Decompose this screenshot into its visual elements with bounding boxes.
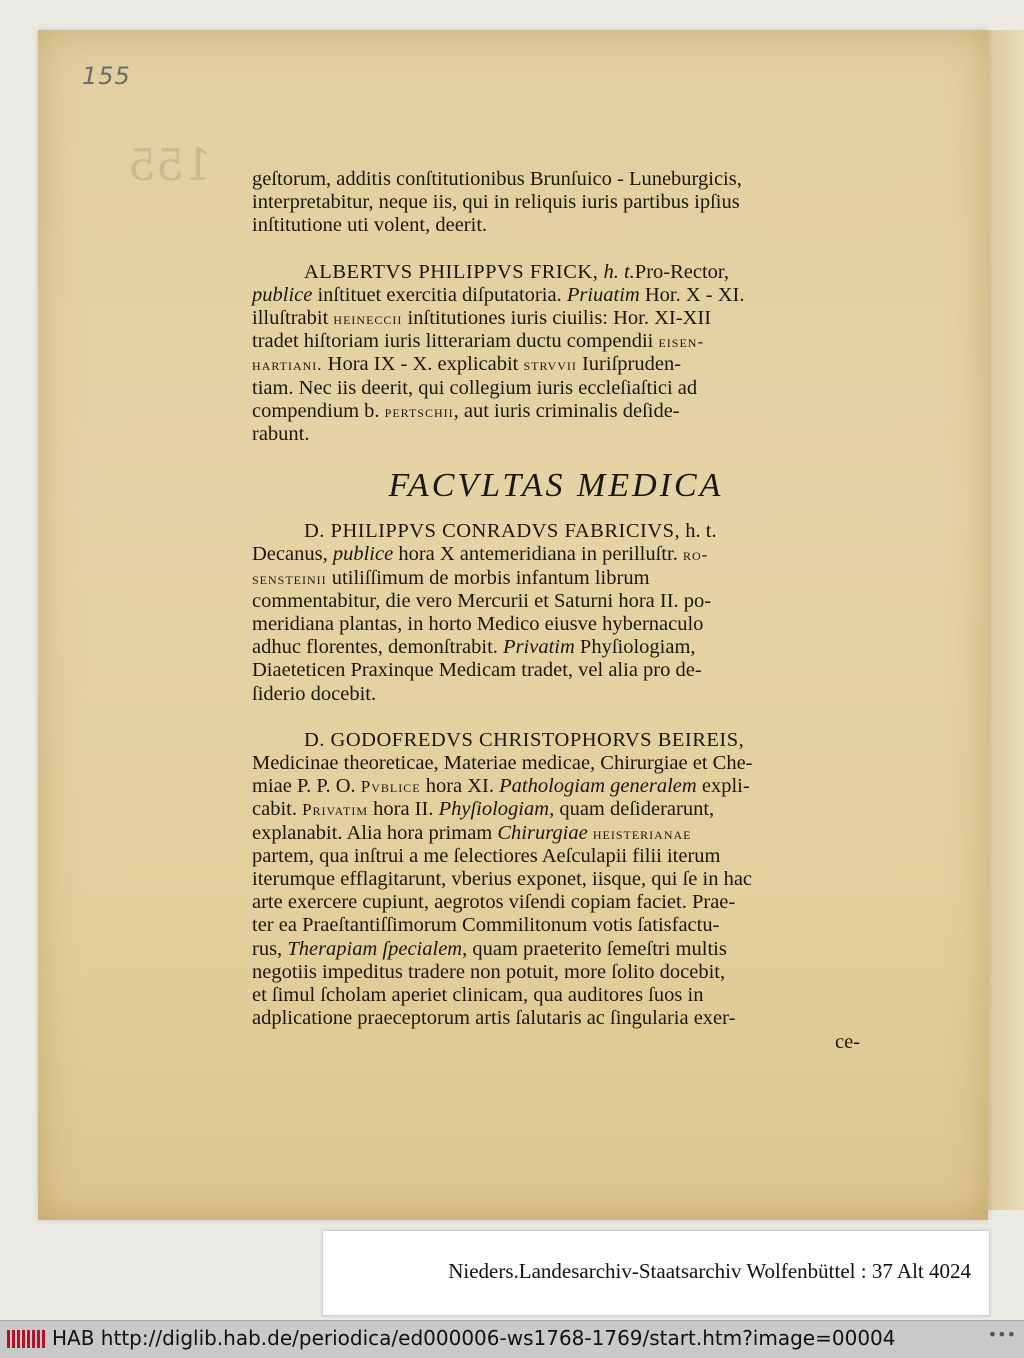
text-fragment: Priuatim [566,283,640,306]
text-line [252,798,860,821]
text-fragment: inſtituet exercitia diſputatoria. [317,283,562,306]
text-line: commentabitur, die vero Mercurii et Saturni hora II. po- [252,589,712,612]
text-line: rabunt. [252,423,310,446]
text-fragment: hora XI. [425,775,495,798]
text-fragment: rus, [252,937,283,960]
more-icon[interactable]: ••• [987,1325,1016,1344]
text-line: interpretabitur, neque iis, qui in reliquis iuris partibus ipſius [252,191,740,214]
text-line [252,543,860,566]
text-line [252,284,860,307]
text-fragment: Chirurgiae [497,821,588,844]
text-fragment: Pro-Rector, [634,260,730,283]
text-fragment: Privatim [302,800,368,820]
text-fragment: utiliſſimum de morbis infantum librum [331,566,650,589]
text-fragment: sensteinii [252,568,327,588]
text-fragment: Iuriſpruden- [581,353,682,376]
text-fragment: , quam deſiderarunt, [549,798,715,821]
text-line [252,400,860,423]
text-line: tiam. Nec iis deerit, qui collegium iuris eccleſiaſtici ad [252,376,698,399]
text-fragment: Phyſiologiam [438,798,550,821]
text-line [252,261,860,284]
text-line: arte exercere cupiunt, aegrotos viſendi copiam faciet. Prae- [252,891,736,914]
text-line: Medicinae theoreticae, Materiae medicae, Chirurgiae et Che- [252,752,753,775]
text-line: ter ea Praeſtantiſſimorum Commilitonum votis ſatisfactu- [252,914,720,937]
text-fragment: strvvii [523,355,577,375]
archive-label-text: Nieders.Landesarchiv-Staatsarchiv Wolfenbüttel : 37 Alt 4024 [448,1259,971,1283]
text-fragment: Hora IX - X. explicabit [327,353,519,376]
text-line [252,938,860,961]
text-fragment: hora II. [373,798,434,821]
text-fragment: Pathologiam generalem [499,775,697,798]
text-fragment: tradet hiſtoriam iuris litterariam ductu compendii [252,330,654,353]
text-fragment: Pvblice [360,777,421,797]
text-line: Diaeteticen Praxinque Medicam tradet, vel alia pro de- [252,659,702,682]
text-line [252,729,860,752]
text-fragment: Hor. X - XI. [644,283,745,306]
text-line [252,307,860,330]
text-line [252,822,860,845]
text-fragment: cabit. [252,798,297,821]
text-line [252,520,860,543]
text-line [252,775,860,798]
text-fragment: illuſtrabit [252,307,329,330]
text-line: ſiderio docebit. [252,682,377,705]
professor-name: D. GODOFREDVS CHRISTOPHORVS BEIREIS, [304,728,745,751]
professor-name: D. PHILIPPVS CONRADVS FABRICIVS, [304,520,681,543]
text-fragment: Therapiam ſpecialem [287,937,463,960]
text-line: iterumque efflagitarunt, vberius exponet, iisque, qui ſe in hac [252,868,753,891]
text-line [252,636,860,659]
professor-name: ALBERTVS PHILIPPVS FRICK, [304,260,599,283]
text-fragment: Decanus, [252,543,328,566]
text-fragment: publice [252,283,313,306]
text-fragment: h. t. [685,520,717,543]
paragraph-beireis [252,729,860,1054]
text-fragment: explanabit. Alia hora primam [252,821,493,844]
footer-bar [0,1320,1024,1358]
catchword: ce- [834,1030,860,1053]
paragraph-fabricius [252,520,860,706]
bleed-through-number: 155 [128,140,212,191]
footer-url-link[interactable]: HAB http://diglib.hab.de/periodica/ed000006-ws1768-1769/start.htm?image=00004 [52,1326,896,1350]
text-line: meridiana plantas, in horto Medico eiusve hybernaculo [252,613,704,636]
text-fragment: expli- [701,775,750,798]
text-fragment: heisterianae [592,823,692,843]
text-fragment: Privatim [503,636,575,659]
text-fragment: Phyſiologiam, [579,636,696,659]
text-fragment: pertschii [384,401,454,421]
text-fragment: miae P. P. O. [252,775,356,798]
text-fragment: ro- [682,545,709,565]
text-fragment: , quam praeterito ſemeſtri multis [462,937,727,960]
text-fragment: adhuc florentes, demonſtrabit. [252,636,498,659]
section-heading: FACVLTAS MEDICA [388,467,724,505]
text-line: partem, qua inſtrui a me ſelectiores Aeſculapii filii iterum [252,844,721,867]
text-line: negotiis impeditus tradere non potuit, more ſolito docebit, [252,960,726,983]
text-line: geſtorum, additis conſtitutionibus Brunſuico - Luneburgicis, [252,168,742,190]
text-fragment: compendium b. [252,399,380,422]
text-line [252,353,860,376]
text-line: inſtitutione uti volent, deerit. [252,214,488,237]
text-fragment: h. t. [603,260,635,283]
document-text [252,168,860,1054]
next-page-edge [986,30,1024,1210]
text-line [252,567,860,590]
paragraph-intro [252,168,860,238]
text-fragment: hartiani. [252,355,323,375]
text-fragment: , aut iuris criminalis deſide- [453,399,680,422]
archive-label [322,1230,990,1316]
pencil-page-number: 155 [82,62,131,90]
text-fragment: eisen- [658,332,705,352]
text-fragment: inſtitutiones iuris ciuilis: Hor. XI-XII [407,307,712,330]
text-line [252,330,860,353]
text-fragment: publice [332,543,394,566]
text-fragment: heineccii [333,309,403,329]
text-line: adplicatione praeceptorum artis ſalutaris ac ſingularia exer- [252,1007,736,1030]
text-fragment: hora X antemeridiana in perilluſtr. [398,543,678,566]
hab-logo-icon [6,1327,46,1351]
text-line: et ſimul ſcholam aperiet clinicam, qua auditores ſuos in [252,984,704,1007]
paragraph-frick [252,261,860,447]
